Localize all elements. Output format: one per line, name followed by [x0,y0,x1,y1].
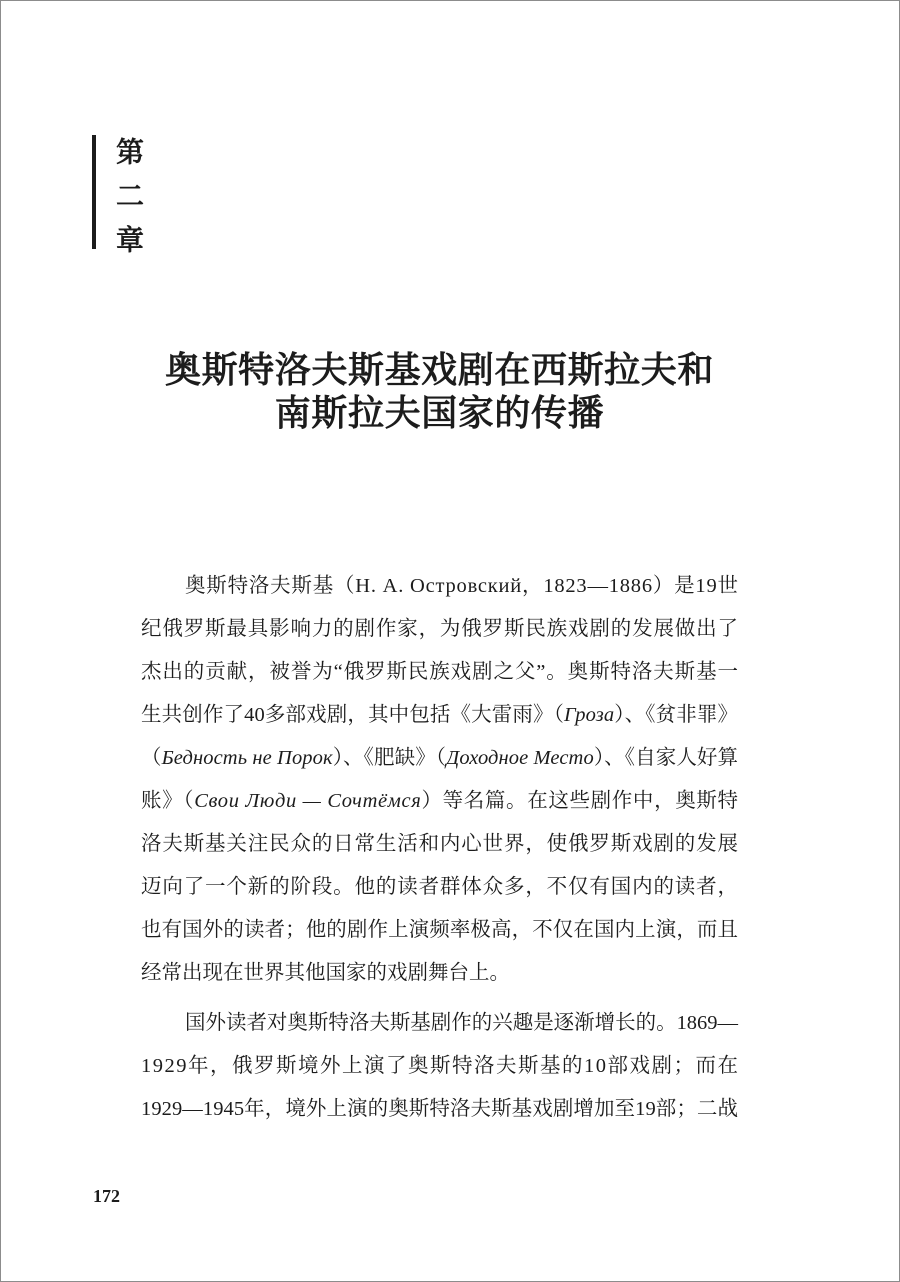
chapter-title-line-2: 南斯拉夫国家的传播 [274,392,605,434]
text-line [141,608,738,651]
text-run: ）等名篇。在这些剧作中，奥斯特 [421,790,739,812]
text-line-content [141,651,739,694]
text-line [141,1088,738,1131]
text-run: 洛夫斯基关注民众的日常生活和内心世界，使俄罗斯戏剧的发展 [141,833,739,855]
text-line [141,565,738,608]
text-line [141,694,738,737]
text-line [141,866,738,909]
russian-title-italic: Свои Люди — Сочтёмся [194,790,422,812]
text-line-content [141,823,739,866]
text-run: 纪俄罗斯最具影响力的剧作家，为俄罗斯民族戏剧的发展做出了 [141,618,739,640]
chapter-title-line-1: 奥斯特洛夫斯基戏剧在西斯拉夫和 [164,349,714,391]
text-line-content [141,1045,740,1088]
text-line-content [141,694,738,737]
body-text [141,565,738,1131]
russian-title-italic: Доходное Место [446,747,594,769]
russian-title-italic: Гроза [564,704,615,726]
text-run: ）、《肥缺》（ [332,747,447,769]
text-line-content [141,737,738,780]
text-run: 迈向了一个新的阶段。他的读者群体众多，不仅有国内的读者， [141,876,739,898]
text-line [141,952,738,995]
russian-title-italic: Бедность не Порок [161,747,333,769]
text-line [141,651,738,694]
text-run: 账》（ [141,790,195,812]
text-line [141,1045,738,1088]
text-line-content [185,565,739,608]
text-run: 生共创作了40多部戏剧，其中包括《大雷雨》（ [141,704,565,726]
text-run: （ [141,747,162,769]
text-line-content [185,1002,738,1045]
text-run: 也有国外的读者；他的剧作上演频率极高，不仅在国内上演，而且 [141,919,739,941]
text-run: 1929—1945年，境外上演的奥斯特洛夫斯基戏剧增加至19部；二战 [141,1098,739,1120]
paragraph [141,1002,738,1131]
chapter-label: 第二章 [112,137,145,269]
chapter-marker-bar [92,135,96,249]
text-run: 1929年，俄罗斯境外上演了奥斯特洛夫斯基的10部戏剧；而在 [141,1055,740,1077]
text-run: 奥斯特洛夫斯基（Н. А. Островский，1823—1886）是19世 [185,575,739,597]
text-run: ）、《贫非罪》 [614,704,739,726]
text-run: 经常出现在世界其他国家的戏剧舞台上。 [141,962,510,984]
text-line-content [141,608,739,651]
text-line [141,1002,738,1045]
text-run: 杰出的贡献，被誉为“俄罗斯民族戏剧之父”。奥斯特洛夫斯基一 [141,661,739,683]
text-line [141,737,738,780]
text-line-content [141,952,510,995]
text-line [141,780,738,823]
text-line-content [141,1088,738,1131]
text-line-content [141,909,738,952]
text-line [141,909,738,952]
text-line-content [141,866,739,909]
paragraph [141,565,738,995]
chapter-title [141,349,738,435]
text-run: 国外读者对奥斯特洛夫斯基剧作的兴趣是逐渐增长的。1869— [185,1012,738,1034]
text-line [141,823,738,866]
page-number: 172 [93,1186,120,1206]
text-line-content [141,780,739,823]
text-run: ）、《自家人好算 [593,747,739,769]
